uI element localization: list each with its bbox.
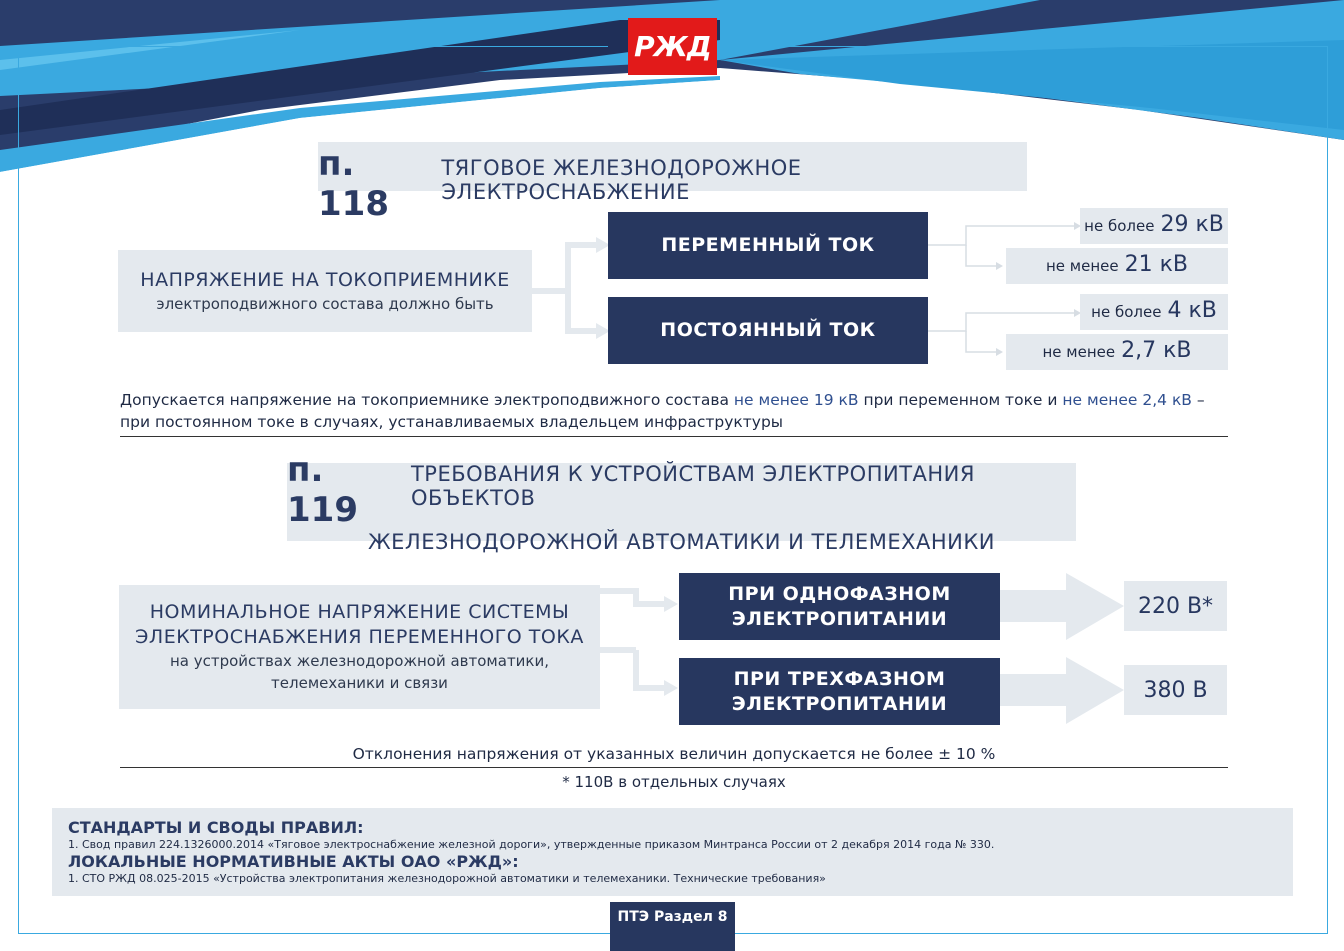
section-119-heading-line1: ТРЕБОВАНИЯ К УСТРОЙСТВАМ ЭЛЕКТРОПИТАНИЯ ОБЪЕКТОВ	[410, 462, 975, 510]
section-119-number: п. 119	[287, 450, 358, 530]
nominal-voltage-title-line2: ЭЛЕКТРОСНАБЖЕНИЯ ПЕРЕМЕННОГО ТОКА	[135, 626, 584, 648]
rzd-logo-text: РЖД	[634, 30, 711, 63]
pantograph-voltage-box	[118, 250, 532, 332]
three-phase-line2: ЭЛЕКТРОПИТАНИИ	[731, 692, 948, 715]
single-phase-line1: ПРИ ОДНОФАЗНОМ	[728, 582, 951, 605]
dc-current-box: ПОСТОЯННЫЙ ТОК	[608, 297, 928, 364]
nominal-voltage-sub-line1: на устройствах железнодорожной автоматики,	[169, 652, 550, 670]
local-acts-heading: ЛОКАЛЬНЫЕ НОРМАТИВНЫЕ АКТЫ ОАО «РЖД»:	[68, 852, 519, 871]
note-part-3: – при постоянном токе в случаях, устанавливаемых владельцем инфраструктуры	[120, 391, 1205, 431]
local-acts-item-1: 1. СТО РЖД 08.025-2015 «Устройства электропитания железнодорожной автоматики и телемеханики. Технические требования»	[68, 872, 826, 885]
section-118-title	[318, 142, 1027, 224]
ac-current-box: ПЕРЕМЕННЫЙ ТОК	[608, 212, 928, 279]
nominal-voltage-title-line1: НОМИНАЛЬНОЕ НАПРЯЖЕНИЕ СИСТЕМЫ	[149, 601, 570, 623]
rzd-logo	[628, 18, 717, 75]
standards-box	[52, 808, 1293, 896]
note-part-2: при переменном токе и	[858, 391, 1063, 409]
footnote: * 110В в отдельных случаях	[562, 773, 786, 791]
ac-max-value-box	[1080, 208, 1228, 244]
section-118-number: п. 118	[318, 144, 389, 224]
standards-heading: СТАНДАРТЫ И СВОДЫ ПРАВИЛ:	[68, 818, 364, 837]
nominal-voltage-box	[119, 585, 600, 709]
three-phase-box	[679, 658, 1000, 725]
ac-max-value: 29 кВ	[1160, 212, 1224, 237]
dc-min-value-box	[1006, 334, 1228, 370]
dc-min-prefix: не менее	[1042, 343, 1116, 361]
section-118-heading: ТЯГОВОЕ ЖЕЛЕЗНОДОРОЖНОЕ ЭЛЕКТРОСНАБЖЕНИЕ	[441, 156, 802, 204]
dc-max-value-box	[1080, 294, 1228, 330]
ac-min-value: 21 кВ	[1124, 252, 1188, 277]
single-phase-box	[679, 573, 1000, 640]
three-phase-value: 380 В	[1124, 665, 1227, 715]
standards-item-1: 1. Свод правил 224.1326000.2014 «Тяговое электроснабжение железной дороги», утвержденные приказом Минтранса России от 2 декабря 2014 года № 330.	[68, 838, 995, 851]
frame-top-left	[18, 46, 608, 47]
three-phase-line1: ПРИ ТРЕХФАЗНОМ	[733, 667, 946, 690]
nominal-voltage-sub-line2: телемеханики и связи	[271, 674, 448, 692]
single-phase-value: 220 В*	[1124, 581, 1227, 631]
section-119-title	[287, 450, 1076, 554]
dc-min-value: 2,7 кВ	[1121, 338, 1192, 363]
dc-max-value: 4 кВ	[1167, 298, 1217, 323]
single-phase-line2: ЭЛЕКТРОПИТАНИИ	[731, 607, 948, 630]
section-119-heading-line2: ЖЕЛЕЗНОДОРОЖНОЙ АВТОМАТИКИ И ТЕЛЕМЕХАНИКИ	[368, 530, 995, 554]
footer-section-tab: ПТЭ Раздел 8	[610, 902, 735, 951]
frame-top-right	[720, 46, 1328, 47]
ac-min-value-box	[1006, 248, 1228, 284]
divider-119	[120, 767, 1228, 768]
ac-max-prefix: не более	[1084, 217, 1155, 235]
pantograph-voltage-title: НАПРЯЖЕНИЕ НА ТОКОПРИЕМНИКЕ	[140, 268, 510, 291]
dc-max-prefix: не более	[1091, 303, 1162, 321]
section-118-note	[120, 389, 1228, 433]
note-part-1: Допускается напряжение на токоприемнике электроподвижного состава	[120, 391, 734, 409]
divider-118	[120, 436, 1228, 437]
ac-min-prefix: не менее	[1046, 257, 1119, 275]
deviation-note: Отклонения напряжения от указанных величин допускается не более ± 10 %	[352, 745, 996, 763]
note-highlight-2: не менее 2,4 кВ	[1062, 391, 1192, 409]
note-highlight-1: не менее 19 кВ	[733, 391, 859, 409]
pantograph-voltage-subtitle: электроподвижного состава должно быть	[156, 294, 494, 313]
